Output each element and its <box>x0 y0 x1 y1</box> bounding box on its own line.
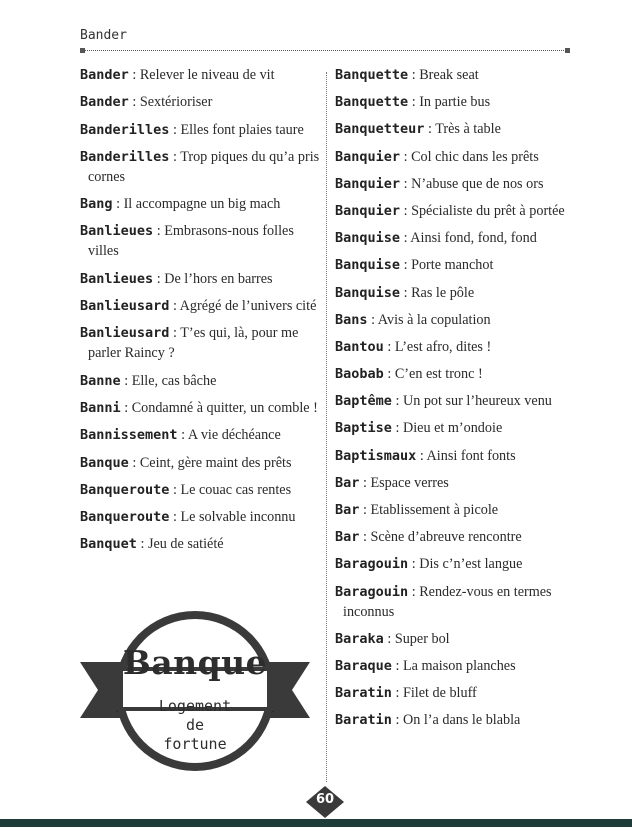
entry-separator: : <box>400 148 412 165</box>
dictionary-entry <box>335 582 580 622</box>
dictionary-entry <box>335 92 580 112</box>
entry-definition: Filet de bluff <box>402 685 477 702</box>
entry-separator: : <box>128 94 140 111</box>
entry-definition: N’abuse que de nos ors <box>411 175 544 192</box>
entry-definition: Spécialiste du prêt à portée <box>411 202 565 219</box>
entry-definition: Ras le pôle <box>411 284 475 301</box>
dictionary-entry <box>80 65 320 85</box>
entry-separator: : <box>136 536 148 553</box>
badge-title: Banque <box>122 643 268 682</box>
entry-term: Bar <box>335 474 360 491</box>
dictionary-entry <box>80 507 320 527</box>
page-number: 60 <box>315 792 335 807</box>
entry-separator: : <box>359 529 371 546</box>
dictionary-entry <box>335 310 580 330</box>
entry-separator: : <box>391 420 403 437</box>
entry-separator: : <box>408 556 420 573</box>
entry-definition: Embrasons-nous folles villes <box>88 223 294 260</box>
entry-separator: : <box>408 67 420 83</box>
entry-term: Banderilles <box>80 148 170 165</box>
entry-term: Bander <box>80 94 129 111</box>
dictionary-entry <box>80 371 320 391</box>
entry-separator: : <box>169 298 180 315</box>
dictionary-entry <box>335 147 580 167</box>
badge-subtitle-line2: de fortune <box>163 716 227 753</box>
dictionary-entry <box>335 337 580 357</box>
entry-definition: Porte manchot <box>411 257 494 274</box>
header-rule <box>80 50 570 51</box>
entry-separator: : <box>383 338 395 355</box>
entry-definition: Le couac cas rentes <box>180 481 292 498</box>
entry-term: Baptême <box>335 393 392 410</box>
entry-separator: : <box>128 454 140 471</box>
dictionary-entry <box>80 194 320 214</box>
entry-definition: Ainsi fond, fond, fond <box>410 230 537 247</box>
running-header: Bander <box>80 28 127 43</box>
dictionary-entry <box>335 364 580 384</box>
entry-separator: : <box>400 175 412 192</box>
entry-definition: Espace verres <box>370 474 449 491</box>
entry-term: Bantou <box>335 338 384 355</box>
entry-separator: : <box>128 67 140 83</box>
badge-subtitle <box>150 697 240 754</box>
dictionary-entry <box>335 283 580 303</box>
dictionary-entry <box>80 398 320 418</box>
entry-separator: : <box>424 121 436 138</box>
entry-separator: : <box>391 685 403 702</box>
entry-definition: Break seat <box>419 67 479 83</box>
entry-definition: L’est afro, dites ! <box>394 338 492 355</box>
entry-separator: : <box>169 481 181 498</box>
entry-definition: Etablissement à picole <box>370 502 499 518</box>
entry-definition: Super bol <box>394 630 450 647</box>
entry-term: Bans <box>335 311 368 328</box>
entry-separator: : <box>120 372 132 389</box>
entry-definition: Trop piques du qu’a pris cornes <box>88 148 320 185</box>
dictionary-entry <box>80 120 320 140</box>
entry-definition: Agrégé de l’univers cité <box>179 298 317 315</box>
entry-definition: Un pot sur l’heureux venu <box>402 393 552 410</box>
entry-definition: T’es qui, là, pour me parler Raincy ? <box>88 325 299 362</box>
entry-definition: Dieu et m’ondoie <box>402 420 503 437</box>
entry-separator: : <box>400 230 411 247</box>
badge-subtitle-line1: Logement <box>158 697 232 715</box>
dictionary-entry <box>80 269 320 289</box>
entry-term: Banquet <box>80 536 137 553</box>
entry-term: Banlieues <box>80 270 154 287</box>
entry-term: Banquier <box>335 148 401 165</box>
dictionary-entry <box>335 554 580 574</box>
page-number-marker <box>304 784 346 820</box>
entry-separator: : <box>391 393 403 410</box>
column-divider <box>326 72 327 782</box>
entry-definition: A vie déchéance <box>187 427 281 444</box>
entry-separator: : <box>391 712 403 729</box>
entry-term: Banni <box>80 399 121 416</box>
entry-term: Banquise <box>335 230 401 247</box>
entry-separator: : <box>169 325 181 342</box>
entry-definition: Jeu de satiété <box>147 536 224 553</box>
entry-definition: Rendez-vous en termes inconnus <box>343 583 552 620</box>
entry-term: Bang <box>80 196 113 213</box>
entry-separator: : <box>112 196 124 213</box>
entry-term: Baobab <box>335 366 384 383</box>
header-rule-right-end <box>565 48 570 53</box>
dictionary-entry <box>335 527 580 547</box>
dictionary-entry <box>335 228 580 248</box>
dictionary-entry <box>80 296 320 316</box>
entry-separator: : <box>169 509 181 526</box>
dictionary-entry <box>335 710 580 730</box>
entry-definition: Le solvable inconnu <box>180 509 296 526</box>
entry-definition: Avis à la copulation <box>377 311 491 328</box>
entry-definition: Il accompagne un big mach <box>123 196 281 213</box>
dictionary-entry <box>335 201 580 221</box>
entry-definition: Dis c’n’est langue <box>419 556 523 573</box>
entry-separator: : <box>367 311 378 328</box>
entry-definition: De l’hors en barres <box>164 270 273 287</box>
dictionary-entry <box>335 174 580 194</box>
entry-definition: On l’a dans le blabla <box>402 712 521 729</box>
entry-term: Baptise <box>335 420 392 437</box>
entry-definition: Elle, cas bâche <box>131 372 217 389</box>
entry-term: Bander <box>80 67 129 83</box>
header-rule-left-end <box>80 48 85 53</box>
entry-separator: : <box>177 427 188 444</box>
dictionary-entry <box>80 534 320 554</box>
dictionary-entry <box>335 418 580 438</box>
entry-term: Banqueroute <box>80 481 170 498</box>
dictionary-entry <box>335 255 580 275</box>
entry-term: Banlieusard <box>80 298 170 315</box>
entry-term: Baraque <box>335 657 392 674</box>
dictionary-entry <box>80 147 320 187</box>
entry-term: Banqueroute <box>80 509 170 526</box>
entry-separator: : <box>400 202 412 219</box>
entry-term: Baragouin <box>335 556 409 573</box>
entry-term: Baratin <box>335 685 392 702</box>
entry-term: Banlieusard <box>80 325 170 342</box>
dictionary-entry <box>335 65 580 85</box>
entry-term: Banne <box>80 372 121 389</box>
entry-definition: Elles font plaies taure <box>180 121 304 138</box>
dictionary-entry <box>335 683 580 703</box>
dictionary-entry <box>80 221 320 261</box>
entry-separator: : <box>120 399 132 416</box>
entry-term: Banquier <box>335 202 401 219</box>
entry-term: Banquise <box>335 257 401 274</box>
entry-term: Bannissement <box>80 427 178 444</box>
entry-separator: : <box>391 657 403 674</box>
entry-separator: : <box>359 474 371 491</box>
entry-term: Baratin <box>335 712 392 729</box>
dictionary-entry <box>335 656 580 676</box>
entry-definition: Col chic dans les prêts <box>411 148 539 165</box>
dictionary-entry <box>80 453 320 473</box>
entry-term: Baragouin <box>335 583 409 600</box>
featured-badge <box>80 605 310 775</box>
bottom-bar <box>0 819 632 827</box>
dictionary-entry <box>335 500 580 520</box>
dictionary-entry <box>80 92 320 112</box>
entry-definition: In partie bus <box>419 94 491 111</box>
entry-separator: : <box>153 270 165 287</box>
entry-term: Banlieues <box>80 223 154 240</box>
entry-separator: : <box>359 502 371 518</box>
entry-separator: : <box>408 94 420 111</box>
dictionary-entry <box>80 323 320 363</box>
entry-term: Banquier <box>335 175 401 192</box>
entry-term: Banquette <box>335 67 409 83</box>
entry-term: Banquetteur <box>335 121 425 138</box>
dictionary-entry <box>335 446 580 466</box>
entry-term: Banque <box>80 454 129 471</box>
entry-definition: C’en est tronc ! <box>394 366 483 383</box>
dictionary-entry <box>335 119 580 139</box>
entry-term: Banderilles <box>80 121 170 138</box>
entry-definition: Relever le niveau de vit <box>139 67 275 83</box>
entry-separator: : <box>416 447 427 464</box>
entry-definition: Condamné à quitter, un comble ! <box>131 399 318 416</box>
entry-term: Bar <box>335 502 360 518</box>
entry-term: Baraka <box>335 630 384 647</box>
dictionary-entry <box>80 425 320 445</box>
entry-term: Bar <box>335 529 360 546</box>
entry-definition: La maison planches <box>402 657 516 674</box>
dictionary-entry <box>335 629 580 649</box>
entry-separator: : <box>169 148 181 165</box>
entry-separator: : <box>383 366 395 383</box>
entry-separator: : <box>400 284 412 301</box>
entry-separator: : <box>153 223 165 240</box>
dictionary-entry <box>80 480 320 500</box>
entry-term: Banquise <box>335 284 401 301</box>
right-column <box>335 65 580 738</box>
dictionary-entry <box>335 473 580 493</box>
entry-separator: : <box>400 257 412 274</box>
entry-separator: : <box>169 121 181 138</box>
entry-definition: Scène d’abreuve rencontre <box>370 529 522 546</box>
entry-separator: : <box>408 583 420 600</box>
entry-term: Baptismaux <box>335 447 417 464</box>
entry-term: Banquette <box>335 94 409 111</box>
entry-definition: Sextérioriser <box>139 94 213 111</box>
left-column <box>80 65 320 562</box>
entry-separator: : <box>383 630 395 647</box>
entry-definition: Très à table <box>435 121 501 138</box>
entry-definition: Ainsi font fonts <box>426 447 516 464</box>
entry-definition: Ceint, gère maint des prêts <box>139 454 292 471</box>
dictionary-entry <box>335 391 580 411</box>
